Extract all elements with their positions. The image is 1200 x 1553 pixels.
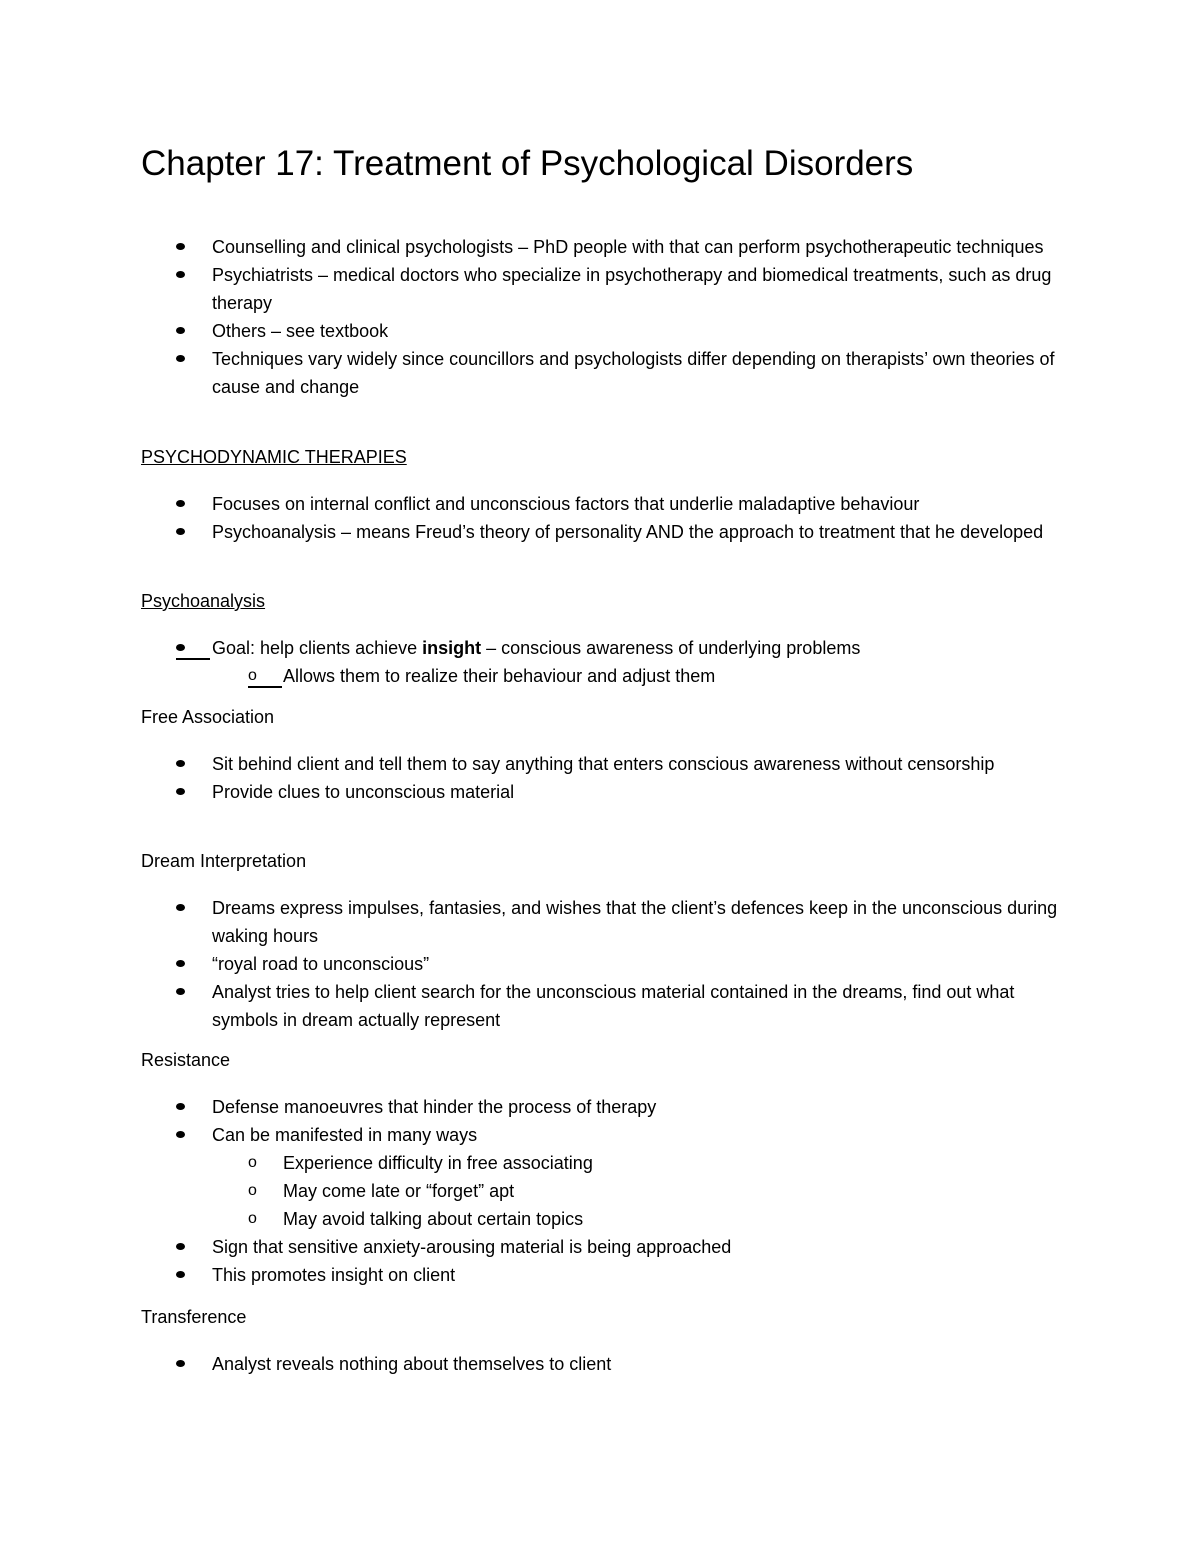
free-association-list (0, 750, 1200, 806)
bullet-icon (176, 1243, 185, 1250)
dream-list (0, 894, 1200, 1034)
section-heading-free-association: Free Association (141, 707, 275, 727)
sub-list-item: o Experience difficulty in free associating (0, 1149, 1200, 1177)
sub-list-item: o May avoid talking about certain topics (0, 1205, 1200, 1233)
bullet-icon (176, 760, 185, 767)
list-item: This promotes insight on client (0, 1261, 1200, 1289)
circle-bullet-icon: o (248, 662, 282, 688)
section-heading-transference: Transference (141, 1307, 247, 1327)
bullet-icon (176, 528, 185, 535)
intro-list (0, 233, 1200, 401)
list-item: Counselling and clinical psychologists – PhD people with that can perform psychotherapeutic techniques (0, 233, 1200, 261)
bullet-icon (176, 988, 185, 995)
bullet-icon (176, 960, 185, 967)
section-heading-dream: Dream Interpretation (141, 851, 307, 871)
circle-bullet-icon: o (248, 1182, 257, 1199)
list-item: Sign that sensitive anxiety-arousing material is being approached (0, 1233, 1200, 1261)
bullet-icon (176, 271, 185, 278)
bullet-icon (176, 500, 185, 507)
bullet-marker (176, 634, 210, 660)
bullet-icon (176, 327, 185, 334)
sub-list-item: o May come late or “forget” apt (0, 1177, 1200, 1205)
page-title: Chapter 17: Treatment of Psychological Disorders (141, 144, 914, 183)
section-heading-psychoanalysis: Psychoanalysis (141, 591, 266, 611)
section-heading-resistance: Resistance (141, 1050, 231, 1070)
list-item: “royal road to unconscious” (0, 950, 1200, 978)
bullet-icon (176, 904, 185, 911)
sub-list-item: o Allows them to realize their behaviour and adjust them (0, 662, 1200, 690)
transference-list (0, 1350, 1200, 1378)
psychoanalysis-list (0, 634, 1200, 690)
list-item: Techniques vary widely since councillors and psychologists differ depending on therapists’ own theories of cause and change (0, 345, 1200, 401)
bullet-icon (176, 1103, 185, 1110)
list-item: Can be manifested in many ways (0, 1121, 1200, 1149)
bullet-icon (176, 243, 185, 250)
bullet-icon (176, 788, 185, 795)
list-item: Analyst tries to help client search for the unconscious material contained in the dreams, find out what symbols in dream actually represent (0, 978, 1200, 1034)
list-item: Defense manoeuvres that hinder the process of therapy (0, 1093, 1200, 1121)
bullet-icon (176, 1131, 185, 1138)
bullet-icon (176, 644, 185, 651)
list-item: Dreams express impulses, fantasies, and wishes that the client’s defences keep in the unconscious during waking hours (0, 894, 1200, 950)
circle-bullet-icon: o (248, 1154, 257, 1171)
list-item: Goal: help clients achieve insight – conscious awareness of underlying problems (0, 634, 1200, 662)
section-heading-psychodynamic: PSYCHODYNAMIC THERAPIES (141, 447, 407, 467)
list-item: Psychiatrists – medical doctors who specialize in psychotherapy and biomedical treatments, such as drug therapy (0, 261, 1200, 317)
list-item: Provide clues to unconscious material (0, 778, 1200, 806)
bullet-icon (176, 355, 185, 362)
list-item: Psychoanalysis – means Freud’s theory of personality AND the approach to treatment that he developed (0, 518, 1200, 546)
bullet-icon (176, 1271, 185, 1278)
list-item: Analyst reveals nothing about themselves to client (0, 1350, 1200, 1378)
list-item: Focuses on internal conflict and unconscious factors that underlie maladaptive behaviour (0, 490, 1200, 518)
psychodynamic-list (0, 490, 1200, 546)
resistance-list (0, 1093, 1200, 1289)
list-item: Sit behind client and tell them to say anything that enters conscious awareness without censorship (0, 750, 1200, 778)
list-item: Others – see textbook (0, 317, 1200, 345)
circle-bullet-icon: o (248, 1210, 257, 1227)
bullet-icon (176, 1360, 185, 1367)
